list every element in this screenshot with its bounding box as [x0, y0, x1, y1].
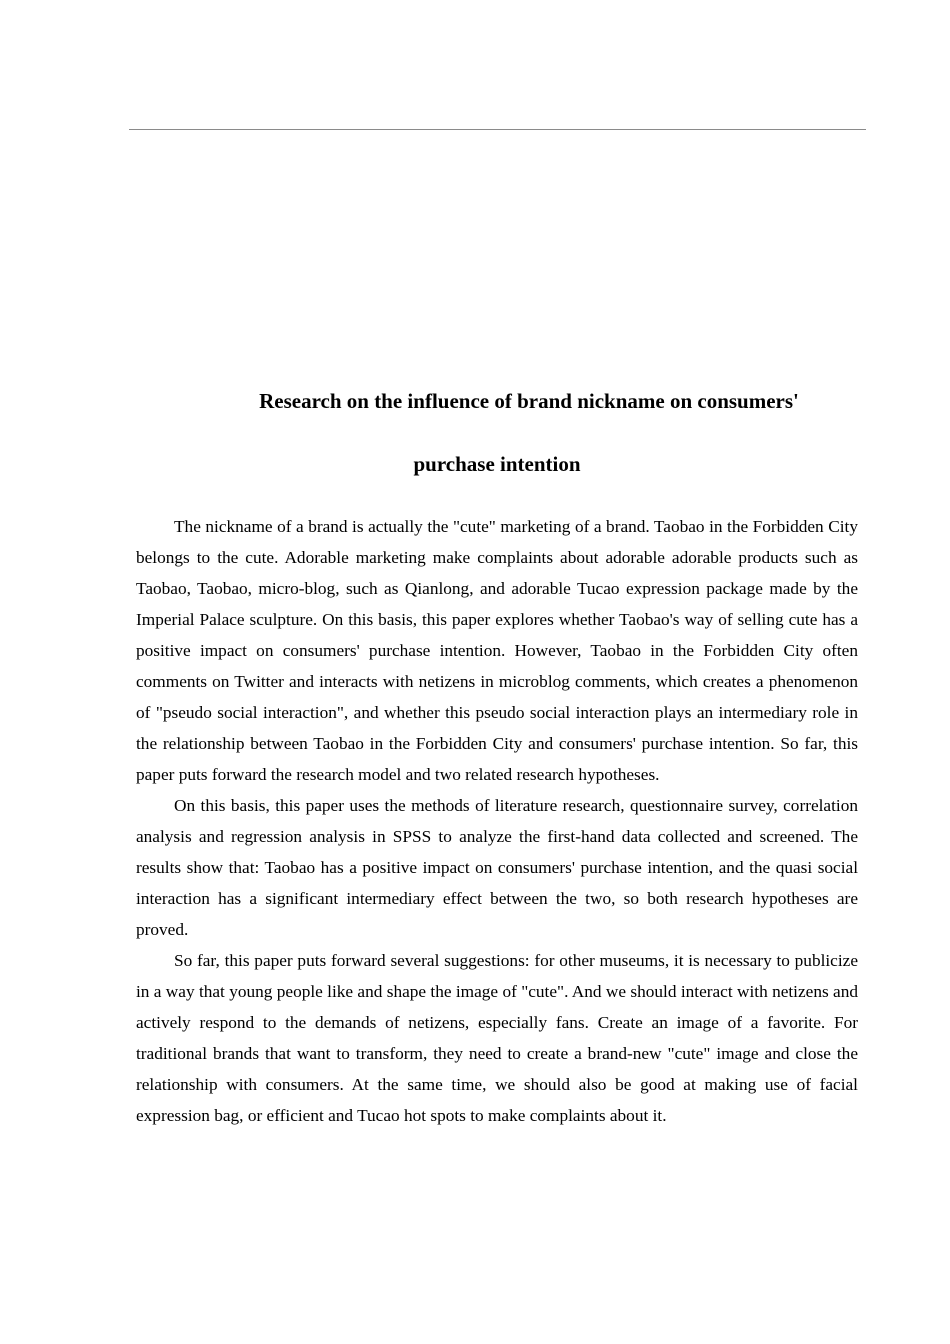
page-title-line-2: purchase intention: [413, 452, 581, 476]
title-block: [136, 370, 858, 496]
abstract-paragraph-1: The nickname of a brand is actually the "cute" marketing of a brand. Taobao in the Forbidden City belongs to the cute. Adorable marketing make complaints about adorable adorable products such as Taobao, Taobao, micro-blog, such as Qianlong, and adorable Tucao expression package made by the Imperial Palace sculpture. On this basis, this paper explores whether Taobao's way of selling cute has a positive impact on consumers' purchase intention. However, Taobao in the Forbidden City often comments on Twitter and interacts with netizens in microblog comments, which creates a phenomenon of "pseudo social interaction", and whether this pseudo social interaction plays an intermediary role in the relationship between Taobao in the Forbidden City and consumers' purchase intention. So far, this paper puts forward the research model and two related research hypotheses.: [136, 517, 858, 784]
abstract-body: [136, 511, 858, 1131]
header-rule: [129, 129, 866, 130]
abstract-paragraph-2: On this basis, this paper uses the methods of literature research, questionnaire survey, correlation analysis and regression analysis in SPSS to analyze the first-hand data collected and screened. The results show that: Taobao has a positive impact on consumers' purchase intention, and the quasi social interaction has a significant intermediary effect between the two, so both research hypotheses are proved.: [136, 796, 858, 939]
abstract-paragraph-3: So far, this paper puts forward several suggestions: for other museums, it is necessary to publicize in a way that young people like and shape the image of "cute". And we should interact with netizens and actively respond to the demands of netizens, especially fans. Create an image of a favorite. For traditional brands that want to transform, they need to create a brand-new "cute" image and close the relationship with consumers. At the same time, we should also be good at making use of facial expression bag, or efficient and Tucao hot spots to make complaints about it.: [136, 951, 858, 1125]
page-title-line-1: Research on the influence of brand nickname on consumers': [259, 389, 799, 413]
